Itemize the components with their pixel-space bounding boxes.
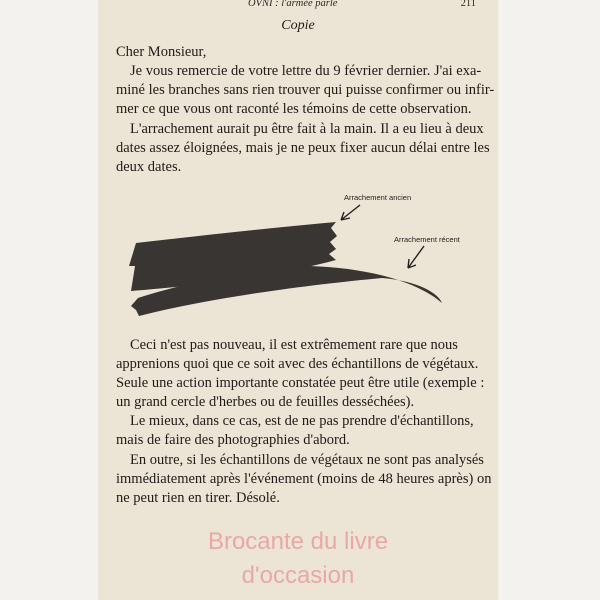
paragraph-2-line-1: L'arrachement aurait pu être fait à la main. Il a eu lieu à deux xyxy=(130,121,484,137)
arrow-recent-tear xyxy=(408,246,424,268)
paragraph-3-line-1: Ceci n'est pas nouveau, il est extrêmement rare que nous xyxy=(130,337,458,353)
paragraph-3-line-2: apprenions quoi que ce soit avec des échantillons de végétaux. xyxy=(116,356,479,372)
paragraph-1-line-3: mer ce que vous ont raconté les témoins de cette observation. xyxy=(116,101,472,117)
book-page xyxy=(98,0,498,600)
watermark-line-2: d'occasion xyxy=(241,562,355,589)
watermark-line-1: Brocante du livre xyxy=(207,528,389,555)
label-old-tear: Arrachement ancien xyxy=(344,193,412,202)
paragraph-4-line-1: Le mieux, dans ce cas, est de ne pas prendre d'échantillons, xyxy=(130,413,474,429)
paragraph-1-line-1: Je vous remercie de votre lettre du 9 février dernier. J'ai exa- xyxy=(130,63,482,79)
salutation: Cher Monsieur, xyxy=(116,44,207,60)
running-title: OVNI : l'armée parle xyxy=(248,0,338,9)
page-header xyxy=(98,0,498,12)
branch-illustration xyxy=(98,178,498,328)
paragraph-5-line-1: En outre, si les échantillons de végétaux ne sont pas analysés xyxy=(130,452,484,468)
paragraph-2-line-3: deux dates. xyxy=(116,159,182,175)
page-number: 211 xyxy=(460,0,476,9)
arrow-old-tear xyxy=(341,205,360,220)
paragraph-1-line-2: miné les branches sans rien trouver qui puisse confirmer ou infir- xyxy=(116,82,495,98)
paragraph-5-line-2: immédiatement après l'événement (moins de 48 heures après) on xyxy=(116,471,492,487)
section-title: Copie xyxy=(281,18,315,33)
paragraph-4-line-2: mais de faire des photographies d'abord. xyxy=(116,432,350,448)
paragraph-3-line-3: Seule une action importante constatée peut être utile (exemple : xyxy=(116,375,485,391)
paragraph-5-line-3: ne peut rien en tirer. Désolé. xyxy=(116,490,280,506)
label-recent-tear: Arrachement récent xyxy=(394,235,460,244)
paragraph-2-line-2: dates assez éloignées, mais je ne peux fixer aucun délai entre les xyxy=(116,140,490,156)
paragraph-3-line-4: un grand cercle d'herbes ou de feuilles desséchées). xyxy=(116,394,415,410)
